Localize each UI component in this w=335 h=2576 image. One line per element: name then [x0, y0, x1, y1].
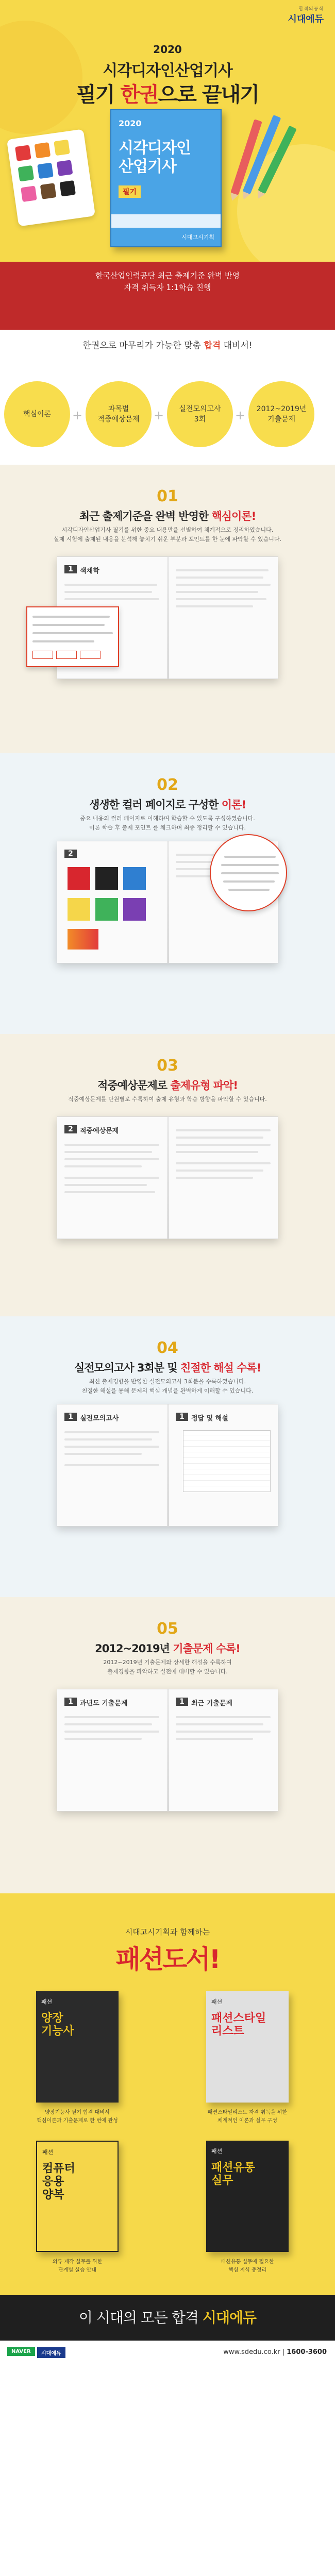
- intro-line: 자격 취득자 1:1학습 진행: [124, 283, 211, 293]
- book-caption: 의류 제작 실무를 위한 단계별 실습 안내: [52, 2259, 103, 2273]
- fashion-book[interactable]: 패션 양장 기능사: [36, 1991, 119, 2103]
- fashion-book[interactable]: 패션 컴퓨터 응용 양복: [36, 2141, 119, 2252]
- color-swatch: [68, 898, 90, 921]
- summary-circle: 과목별 적중예상문제: [86, 381, 152, 447]
- chapter-tag: 1: [64, 1413, 77, 1421]
- naver-logo[interactable]: NAVER: [7, 2347, 35, 2356]
- feature-heading: 생생한 컬러 페이지로 구성한 이론!: [89, 799, 246, 811]
- intro-line: 한국산업인력공단 최근 출제기준 완벽 반영: [95, 271, 240, 280]
- feature-number: 01: [157, 487, 178, 505]
- book-spread-preview: [57, 1404, 278, 1527]
- footer-banner: [0, 2295, 335, 2341]
- book-spread-preview: [57, 1116, 278, 1239]
- feature-heading: 2012~2019년 기출문제 수록!: [95, 1642, 240, 1655]
- plus-icon: +: [234, 408, 246, 422]
- feature-heading: 적중예상문제로 출제유형 파악!: [97, 1079, 238, 1092]
- zoom-detail: [26, 606, 119, 667]
- summary-title: 한권으로 마무리가 가능한 맞춤 합격 대비서!: [82, 341, 253, 351]
- intro-banner: [0, 262, 335, 330]
- feature-description: 최신 출제경향을 반영한 실전모의고사 3회분을 수록하였습니다. 친절한 해설을 통해 문제의 핵심 개념을 완벽하게 이해할 수 있습니다.: [81, 1378, 254, 1394]
- footer-slogan: 이 시대의 모든 합격 시대에듀: [78, 2309, 257, 2326]
- chapter-tag: 2: [64, 1125, 77, 1133]
- book-cover[interactable]: 2020 시각디자인 산업기사 필기 시대고시기획: [110, 109, 222, 247]
- chapter-label: 색채학: [80, 567, 99, 575]
- footer-bar: [0, 2341, 335, 2364]
- chapter-tag: 1: [176, 1698, 188, 1706]
- color-swatch: [123, 867, 146, 890]
- paint-palette-illustration: [7, 129, 95, 226]
- plus-icon: +: [72, 408, 83, 422]
- summary-circle: 실전모의고사 3회: [167, 381, 233, 447]
- hero-year: 2020: [153, 43, 182, 56]
- brand-logo[interactable]: 합격의공식 시대에듀: [288, 7, 324, 25]
- book-spread-preview: [57, 556, 278, 679]
- book-caption: 패션스타일리스트 자격 취득을 위한 체계적인 이론과 실무 구성: [207, 2110, 288, 2124]
- brand-logo[interactable]: 시대에듀: [37, 2347, 65, 2358]
- answer-table: [183, 1430, 271, 1492]
- hero-banner: [0, 0, 335, 262]
- chapter-label: 최근 기출문제: [191, 1700, 232, 1707]
- hero-title: 필기 한권으로 끝내기: [76, 83, 259, 107]
- feature-heading: 실전모의고사 3회분 및 친절한 해설 수록!: [74, 1362, 261, 1374]
- color-swatch: [123, 898, 146, 921]
- chapter-label: 과년도 기출문제: [80, 1700, 128, 1707]
- feature-description: 시각디자인산업기사 필기를 위한 중요 내용만을 선별하여 체계적으로 정리하였습니다. 실제 시험에 출제된 내용을 분석해 놓치기 쉬운 부분과 포인트를 한 눈에 파악할 수 있습니다.: [53, 527, 282, 543]
- book-caption: 패션유통 실무에 필요한 핵심 지식 총정리: [221, 2259, 274, 2273]
- chapter-label: 실전모의고사: [80, 1415, 119, 1422]
- summary-section: [0, 330, 335, 465]
- fashion-title: 패션도서!: [115, 1944, 220, 1974]
- summary-circle: 핵심이론: [4, 381, 70, 447]
- chapter-label: 적중예상문제: [80, 1127, 119, 1135]
- fashion-subtitle: 시대고시기획과 함께하는: [125, 1927, 210, 1937]
- feature-description: 중요 내용의 컬러 페이지로 이해하며 학습할 수 있도록 구성하였습니다. 이론 학습 후 출제 포인트 를 체크하며 최종 정리할 수 있습니다.: [80, 815, 255, 831]
- color-swatch: [95, 867, 118, 890]
- chapter-label: 정답 및 해설: [191, 1415, 228, 1422]
- chapter-tag: 1: [64, 1698, 77, 1706]
- decor-blob: [237, 144, 335, 262]
- feature-description: 적중예상문제를 단원별로 수록하여 출제 유형과 학습 방향을 파악할 수 있습니다.: [68, 1096, 267, 1103]
- site-contact[interactable]: www.sdedu.co.kr | 1600-3600: [223, 2348, 327, 2356]
- chapter-tag: 1: [64, 565, 77, 573]
- feature-04: [0, 1316, 335, 1597]
- book-spread-preview: [57, 841, 278, 963]
- feature-number: 02: [157, 776, 178, 794]
- feature-01: [0, 465, 335, 753]
- feature-heading: 최근 출제기준을 완벽 반영한 핵심이론!: [79, 510, 256, 522]
- plus-icon: +: [153, 408, 164, 422]
- feature-02: [0, 753, 335, 1034]
- color-swatch: [95, 898, 118, 921]
- chapter-tag: 2: [64, 850, 77, 858]
- feature-number: 05: [157, 1620, 178, 1638]
- hero-subtitle: 시각디자인산업기사: [103, 62, 232, 80]
- feature-number: 04: [157, 1339, 178, 1357]
- feature-05: [0, 1597, 335, 1893]
- chapter-tag: 1: [176, 1413, 188, 1421]
- zoom-detail: [210, 834, 287, 911]
- gradient-swatch: [68, 929, 98, 950]
- feature-03: [0, 1034, 335, 1316]
- color-swatch: [68, 867, 90, 890]
- feature-number: 03: [157, 1057, 178, 1075]
- fashion-book[interactable]: 패션 패션유통 실무: [206, 2141, 289, 2252]
- fashion-books-section: [0, 1893, 335, 2295]
- book-caption: 양장기능사 필기 합격 대비서 핵심이론과 기출문제로 한 번에 완성: [37, 2110, 118, 2124]
- book-spread-preview: [57, 1689, 278, 1811]
- feature-description: 2012~2019년 기출문제와 상세한 해설을 수록하여 출제경향을 파악하고 실전에 대비할 수 있습니다.: [103, 1659, 232, 1675]
- summary-circle: 2012~2019년 기출문제: [248, 381, 314, 447]
- fashion-book[interactable]: 패션 패션스타일 리스트: [206, 1991, 289, 2103]
